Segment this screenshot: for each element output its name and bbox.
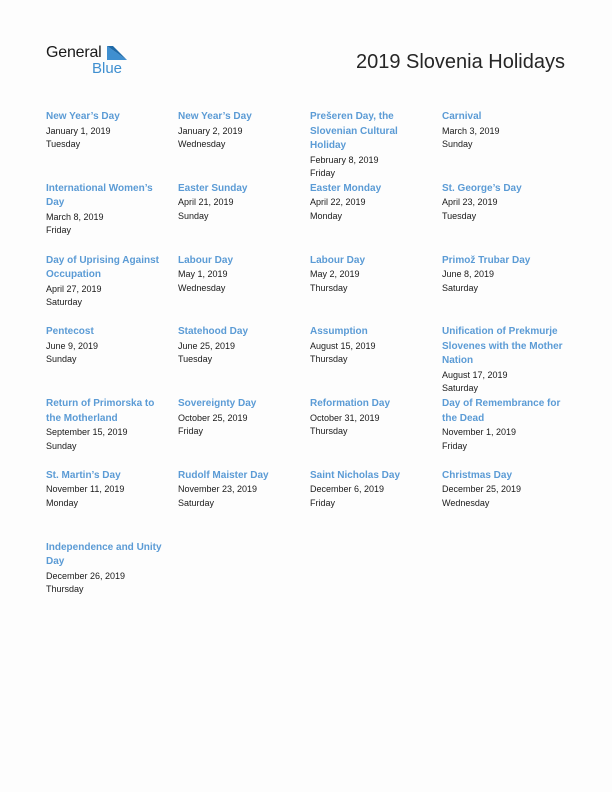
holiday-entry bbox=[310, 325, 442, 397]
holiday-date: June 9, 2019 bbox=[46, 340, 99, 351]
holiday-entry bbox=[46, 254, 178, 326]
holiday-weekday: Wednesday bbox=[178, 282, 226, 293]
holiday-date: November 11, 2019 bbox=[46, 484, 125, 495]
holiday-name: Statehood Day bbox=[178, 326, 249, 338]
holiday-date: March 3, 2019 bbox=[442, 125, 500, 136]
holiday-weekday: Thursday bbox=[46, 584, 84, 595]
holiday-name: Primož Trubar Day bbox=[442, 254, 531, 266]
holiday-weekday: Wednesday bbox=[442, 498, 490, 509]
holiday-name: Easter Monday bbox=[310, 182, 382, 194]
holiday-date: April 27, 2019 bbox=[46, 283, 102, 294]
holiday-name: Saint Nicholas Day bbox=[310, 469, 401, 481]
holiday-entry bbox=[442, 254, 576, 326]
holiday-entry bbox=[178, 110, 310, 182]
holiday-entry bbox=[46, 325, 178, 397]
holiday-entry bbox=[46, 541, 178, 613]
holiday-name: Day of Remembrance for the Dead bbox=[442, 398, 561, 424]
holiday-weekday: Sunday bbox=[442, 139, 473, 150]
holiday-name: Unification of Prekmurje Slovenes with the Mother Nation bbox=[442, 326, 563, 367]
holiday-entry bbox=[46, 182, 178, 254]
holiday-date: April 21, 2019 bbox=[178, 197, 234, 208]
holiday-date: November 1, 2019 bbox=[442, 427, 517, 438]
holiday-entry bbox=[310, 469, 442, 541]
holiday-weekday: Friday bbox=[46, 225, 72, 236]
holiday-entry bbox=[442, 397, 576, 469]
holiday-name: Pentecost bbox=[46, 326, 94, 338]
logo-triangle-icon bbox=[107, 46, 127, 60]
holiday-date: December 25, 2019 bbox=[442, 484, 522, 495]
holiday-entry bbox=[442, 110, 576, 182]
holiday-weekday: Thursday bbox=[310, 426, 348, 437]
logo-word-blue: Blue bbox=[92, 60, 123, 77]
holiday-weekday: Sunday bbox=[46, 440, 77, 451]
holiday-weekday: Saturday bbox=[178, 498, 215, 509]
holiday-weekday: Saturday bbox=[442, 282, 479, 293]
holiday-entry bbox=[178, 397, 310, 469]
holiday-weekday: Sunday bbox=[178, 210, 209, 221]
holiday-entry bbox=[310, 110, 442, 182]
logo-word-general: General bbox=[46, 44, 102, 61]
holiday-date: October 31, 2019 bbox=[310, 412, 380, 423]
holiday-weekday: Monday bbox=[46, 498, 79, 509]
holiday-name: Easter Sunday bbox=[178, 182, 248, 194]
holiday-name: International Women’s Day bbox=[46, 182, 153, 209]
holiday-entry bbox=[46, 469, 178, 541]
holiday-date: March 8, 2019 bbox=[46, 211, 104, 222]
holiday-weekday: Tuesday bbox=[46, 139, 81, 150]
holiday-entry bbox=[442, 325, 576, 397]
holiday-weekday: Thursday bbox=[310, 354, 348, 365]
holiday-name: Rudolf Maister Day bbox=[178, 469, 269, 481]
logo bbox=[46, 44, 136, 78]
holiday-date: October 25, 2019 bbox=[178, 412, 248, 423]
holiday-entry bbox=[46, 397, 178, 469]
holiday-name: New Year’s Day bbox=[178, 111, 252, 122]
holiday-entry bbox=[310, 254, 442, 326]
holiday-weekday: Friday bbox=[310, 498, 336, 509]
holiday-entry bbox=[442, 469, 576, 541]
holiday-name: New Year’s Day bbox=[46, 111, 120, 122]
holiday-name: Independence and Unity Day bbox=[46, 541, 162, 568]
holiday-entry bbox=[178, 254, 310, 326]
holiday-date: January 2, 2019 bbox=[178, 125, 243, 136]
holiday-date: June 8, 2019 bbox=[442, 269, 495, 280]
holiday-entry bbox=[178, 325, 310, 397]
holiday-weekday: Saturday bbox=[46, 297, 83, 308]
holiday-name: Reformation Day bbox=[310, 398, 391, 410]
holiday-name: St. George’s Day bbox=[442, 182, 522, 194]
holiday-name: Christmas Day bbox=[442, 469, 513, 481]
holiday-date: June 25, 2019 bbox=[178, 340, 236, 351]
holiday-entry bbox=[310, 182, 442, 254]
holiday-date: May 2, 2019 bbox=[310, 269, 360, 280]
holiday-weekday: Friday bbox=[442, 440, 468, 451]
holiday-entry bbox=[178, 469, 310, 541]
holiday-weekday: Saturday bbox=[442, 383, 479, 394]
holiday-name: Labour Day bbox=[178, 254, 234, 266]
holiday-date: December 26, 2019 bbox=[46, 570, 126, 581]
holiday-name: Return of Primorska to the Motherland bbox=[46, 398, 155, 424]
holiday-date: November 23, 2019 bbox=[178, 484, 258, 495]
holiday-weekday: Friday bbox=[310, 168, 336, 179]
holiday-date: August 17, 2019 bbox=[442, 369, 508, 380]
holiday-weekday: Tuesday bbox=[442, 210, 477, 221]
holiday-date: April 22, 2019 bbox=[310, 197, 366, 208]
holiday-date: August 15, 2019 bbox=[310, 340, 376, 351]
holiday-date: September 15, 2019 bbox=[46, 427, 128, 438]
holiday-entry bbox=[46, 110, 178, 182]
holiday-name: Labour Day bbox=[310, 254, 366, 266]
holiday-weekday: Friday bbox=[178, 426, 204, 437]
holiday-name: Day of Uprising Against Occupation bbox=[46, 254, 159, 281]
holiday-weekday: Monday bbox=[310, 210, 343, 221]
page-title: 2019 Slovenia Holidays bbox=[355, 51, 565, 73]
holiday-weekday: Tuesday bbox=[178, 354, 213, 365]
holiday-entry bbox=[178, 182, 310, 254]
holiday-name: Carnival bbox=[442, 111, 482, 122]
holiday-date: May 1, 2019 bbox=[178, 269, 228, 280]
holiday-entry bbox=[442, 182, 576, 254]
holiday-weekday: Thursday bbox=[310, 282, 348, 293]
holiday-weekday: Sunday bbox=[46, 354, 77, 365]
holiday-date: February 8, 2019 bbox=[310, 154, 379, 165]
holiday-date: April 23, 2019 bbox=[442, 197, 498, 208]
holiday-name: St. Martin’s Day bbox=[46, 469, 121, 481]
holiday-weekday: Wednesday bbox=[178, 139, 226, 150]
holiday-name: Prešeren Day, the Slovenian Cultural Holiday bbox=[310, 111, 398, 151]
holiday-entry bbox=[310, 397, 442, 469]
holiday-grid bbox=[46, 110, 576, 613]
holiday-date: December 6, 2019 bbox=[310, 484, 385, 495]
holiday-name: Assumption bbox=[310, 326, 368, 338]
holiday-date: January 1, 2019 bbox=[46, 125, 111, 136]
holiday-name: Sovereignty Day bbox=[178, 398, 257, 410]
